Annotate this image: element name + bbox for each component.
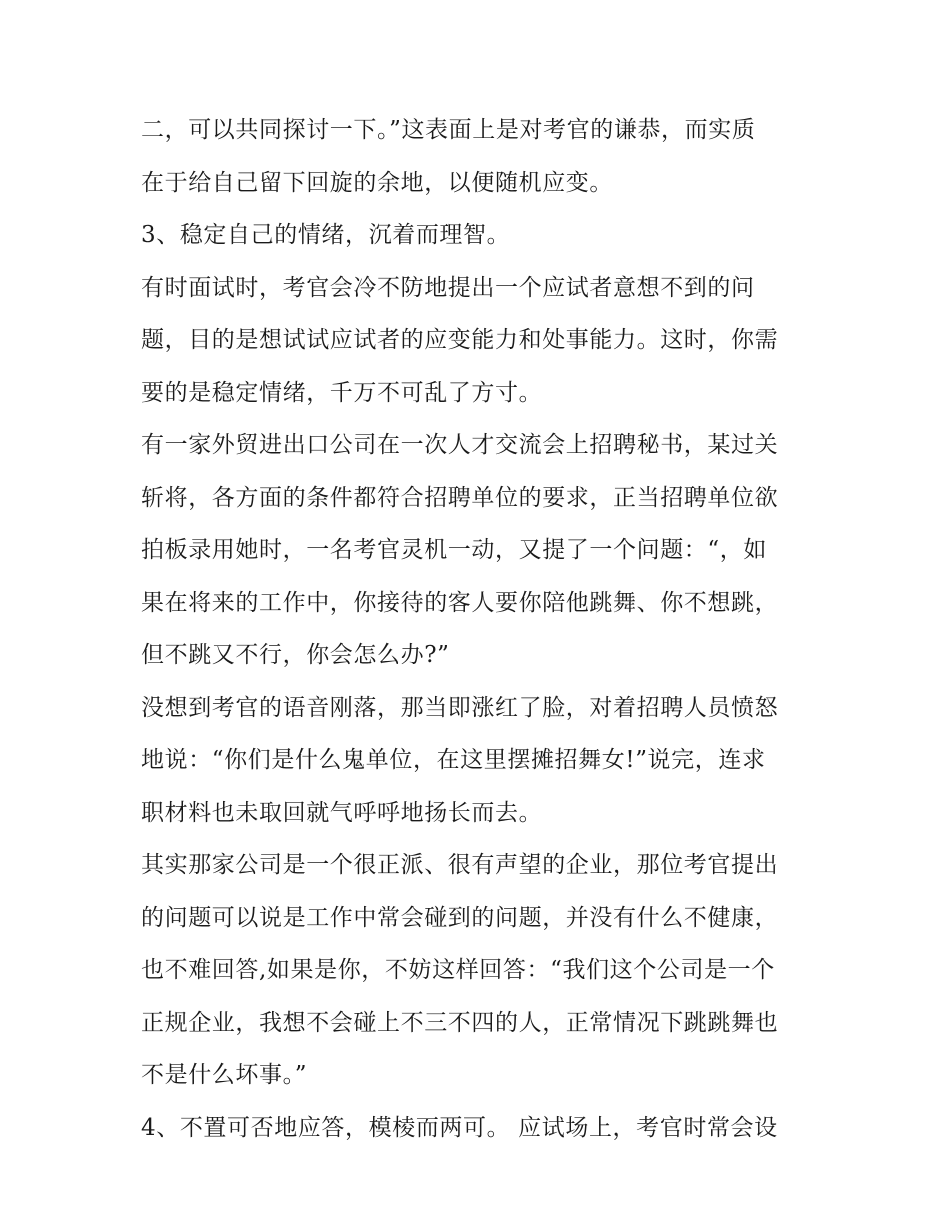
text-line: 职材料也未取回就气呼呼地扬长而去。 <box>141 799 543 826</box>
body-text <box>141 104 821 1154</box>
text-line: 二，可以共同探讨一下。”这表面上是对考官的谦恭，而实质 <box>141 117 756 143</box>
section-heading: 3、稳定自己的情绪，沉着而理智。 <box>141 222 511 248</box>
text-line: 但不跳又不行，你会怎么办?” <box>141 642 450 668</box>
text-line: 要的是稳定情绪，千万不可乱了方寸。 <box>141 379 543 406</box>
text-line: 正规企业，我想不会碰上不三不四的人，正常情况下跳跳舞也 <box>141 1009 779 1036</box>
text-line: 题，目的是想试试应试者的应变能力和处事能力。这时，你需 <box>141 327 779 353</box>
text-line: 没想到考官的语音刚落，那当即涨红了脸，对着招聘人员愤怒 <box>141 694 779 721</box>
text-line: 拍板录用她时，一名考官灵机一动，又提了一个问题：“，如 <box>141 537 767 563</box>
text-line: 有一家外贸进出口公司在一次人才交流会上招聘秘书，某过关 <box>141 432 779 458</box>
text-line: 其实那家公司是一个很正派、很有声望的企业，那位考官提出 <box>141 852 779 878</box>
text-line: 斩将，各方面的条件都符合招聘单位的要求，正当招聘单位欲 <box>141 484 779 511</box>
section-heading: 4、不置可否地应答，模棱而两可。 应试场上，考官时常会设 <box>141 1114 778 1141</box>
text-line: 有时面试时，考官会冷不防地提出一个应试者意想不到的问 <box>141 274 755 301</box>
text-line: 也不难回答,如果是你，不妨这样回答：“我们这个公司是一个 <box>141 957 775 983</box>
text-line: 果在将来的工作中，你接待的客人要你陪他跳舞、你不想跳， <box>141 589 779 616</box>
text-line: 不是什么坏事。” <box>141 1062 308 1088</box>
text-line: 的问题可以说是工作中常会碰到的问题，并没有什么不健康， <box>141 904 779 931</box>
text-line: 地说：“你们是什么鬼单位，在这里摆摊招舞女!”说完，连求 <box>141 747 766 773</box>
text-line: 在于给自己留下回旋的余地，以便随机应变。 <box>141 169 613 196</box>
